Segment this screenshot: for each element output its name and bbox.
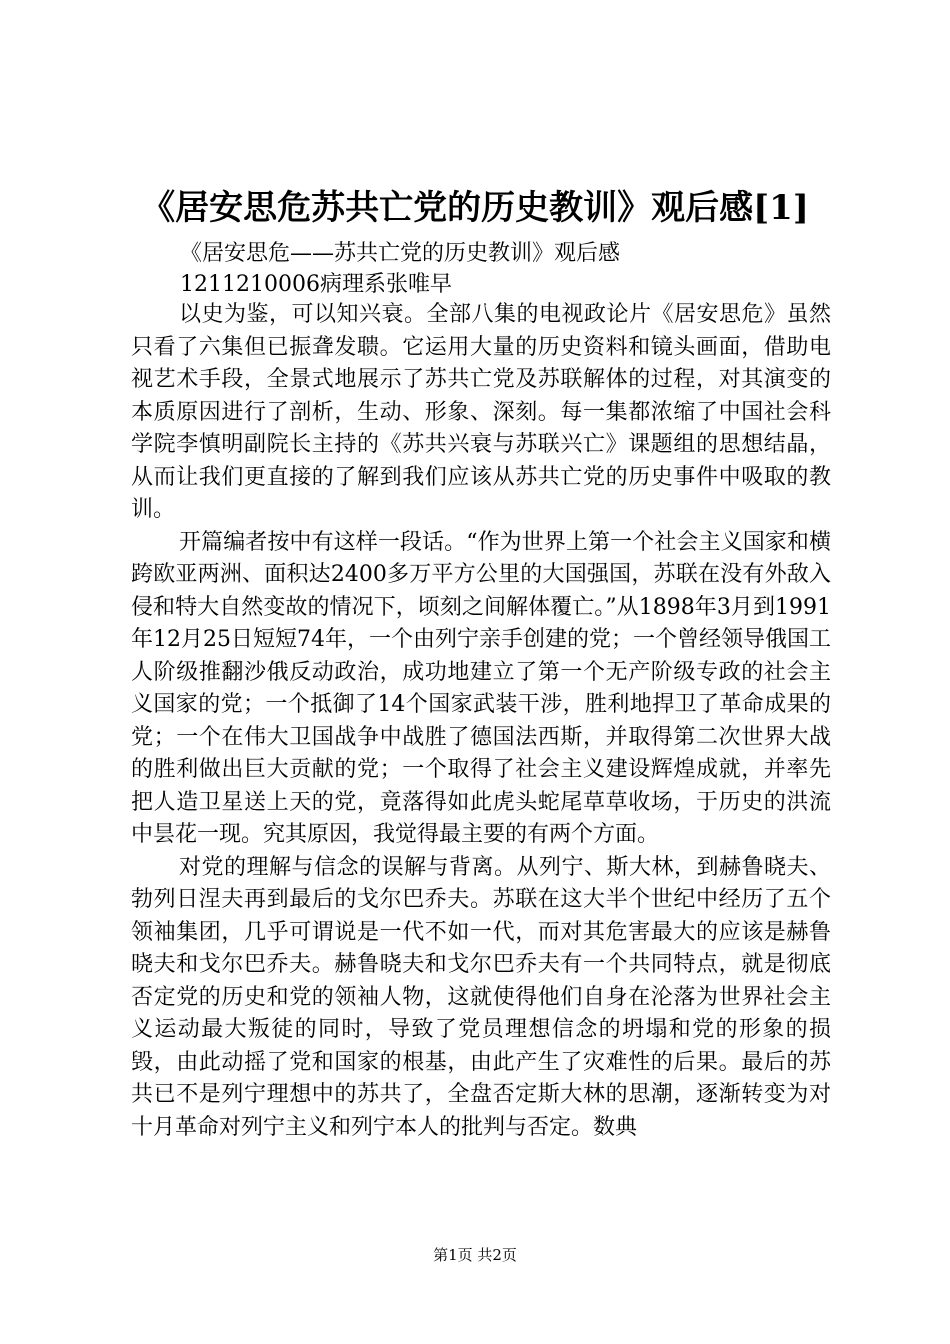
author-line: 1211210006病理系张唯早 bbox=[180, 272, 452, 297]
paragraph-analysis: 对党的理解与信念的误解与背离。从列宁、斯大林，到赫鲁晓夫、勃列日涅夫再到最后的戈尔巴乔夫。苏联在这大半个世纪中经历了五个领袖集团，几乎可谓说是一代不如一代，而对其危害最大的应该是赫鲁晓夫和戈尔巴乔夫。赫鲁晓夫和戈尔巴乔夫有一个共同特点，就是彻底否定党的历史和党的领袖人物，这就使得他们自身在沦落为世界社会主义运动最大叛徒的同时，导致了党员理想信念的坍塌和党的形象的损毁，由此动摇了党和国家的根基，由此产生了灾难性的后果。最后的苏共已不是列宁理想中的苏共了，全盘否定斯大林的思潮，逐渐转变为对十月革命对列宁主义和列宁本人的批判与否定。数典 bbox=[131, 854, 831, 1140]
page-footer: 第1页 共2页 bbox=[433, 1246, 517, 1264]
paragraph-editor-note: 开篇编者按中有这样一段话。“作为世界上第一个社会主义国家和横跨欧亚两洲、面积达2400多万平方公里的大国强国，苏联在没有外敌入侵和特大自然变故的情况下，顷刻之间解体覆亡。”从1898年3月到1991年12月25日短短74年，一个由列宁亲手创建的党；一个曾经领导俄国工人阶级推翻沙俄反动政治，成功地建立了第一个无产阶级专政的社会主义国家的党；一个抵御了14个国家武装干涉，胜利地捍卫了革命成果的党；一个在伟大卫国战争中战胜了德国法西斯，并取得第二次世界大战的胜利做出巨大贡献的党；一个取得了社会主义建设辉煌成就，并率先把人造卫星送上天的党，竟落得如此虎头蛇尾草草收场，于历史的洪流中昙花一现。究其原因，我觉得最主要的有两个方面。 bbox=[131, 529, 831, 847]
paragraph-intro: 以史为鉴，可以知兴衰。全部八集的电视政论片《居安思危》虽然只看了六集但已振聋发聩。它运用大量的历史资料和镜头画面，借助电视艺术手段，全景式地展示了苏共亡党及苏联解体的过程，对其演变的本质原因进行了剖析，生动、形象、深刻。每一集都浓缩了中国社会科学院李慎明副院长主持的《苏共兴衰与苏联兴亡》课题组的思想结晶，从而让我们更直接的了解到我们应该从苏共亡党的历史事件中吸取的教训。 bbox=[131, 302, 831, 522]
document-body bbox=[131, 299, 831, 1144]
document-title: 《居安思危苏共亡党的历史教训》观后感[1] bbox=[141, 188, 809, 228]
document-subtitle: 《居安思危——苏共亡党的历史教训》观后感 bbox=[180, 241, 621, 266]
